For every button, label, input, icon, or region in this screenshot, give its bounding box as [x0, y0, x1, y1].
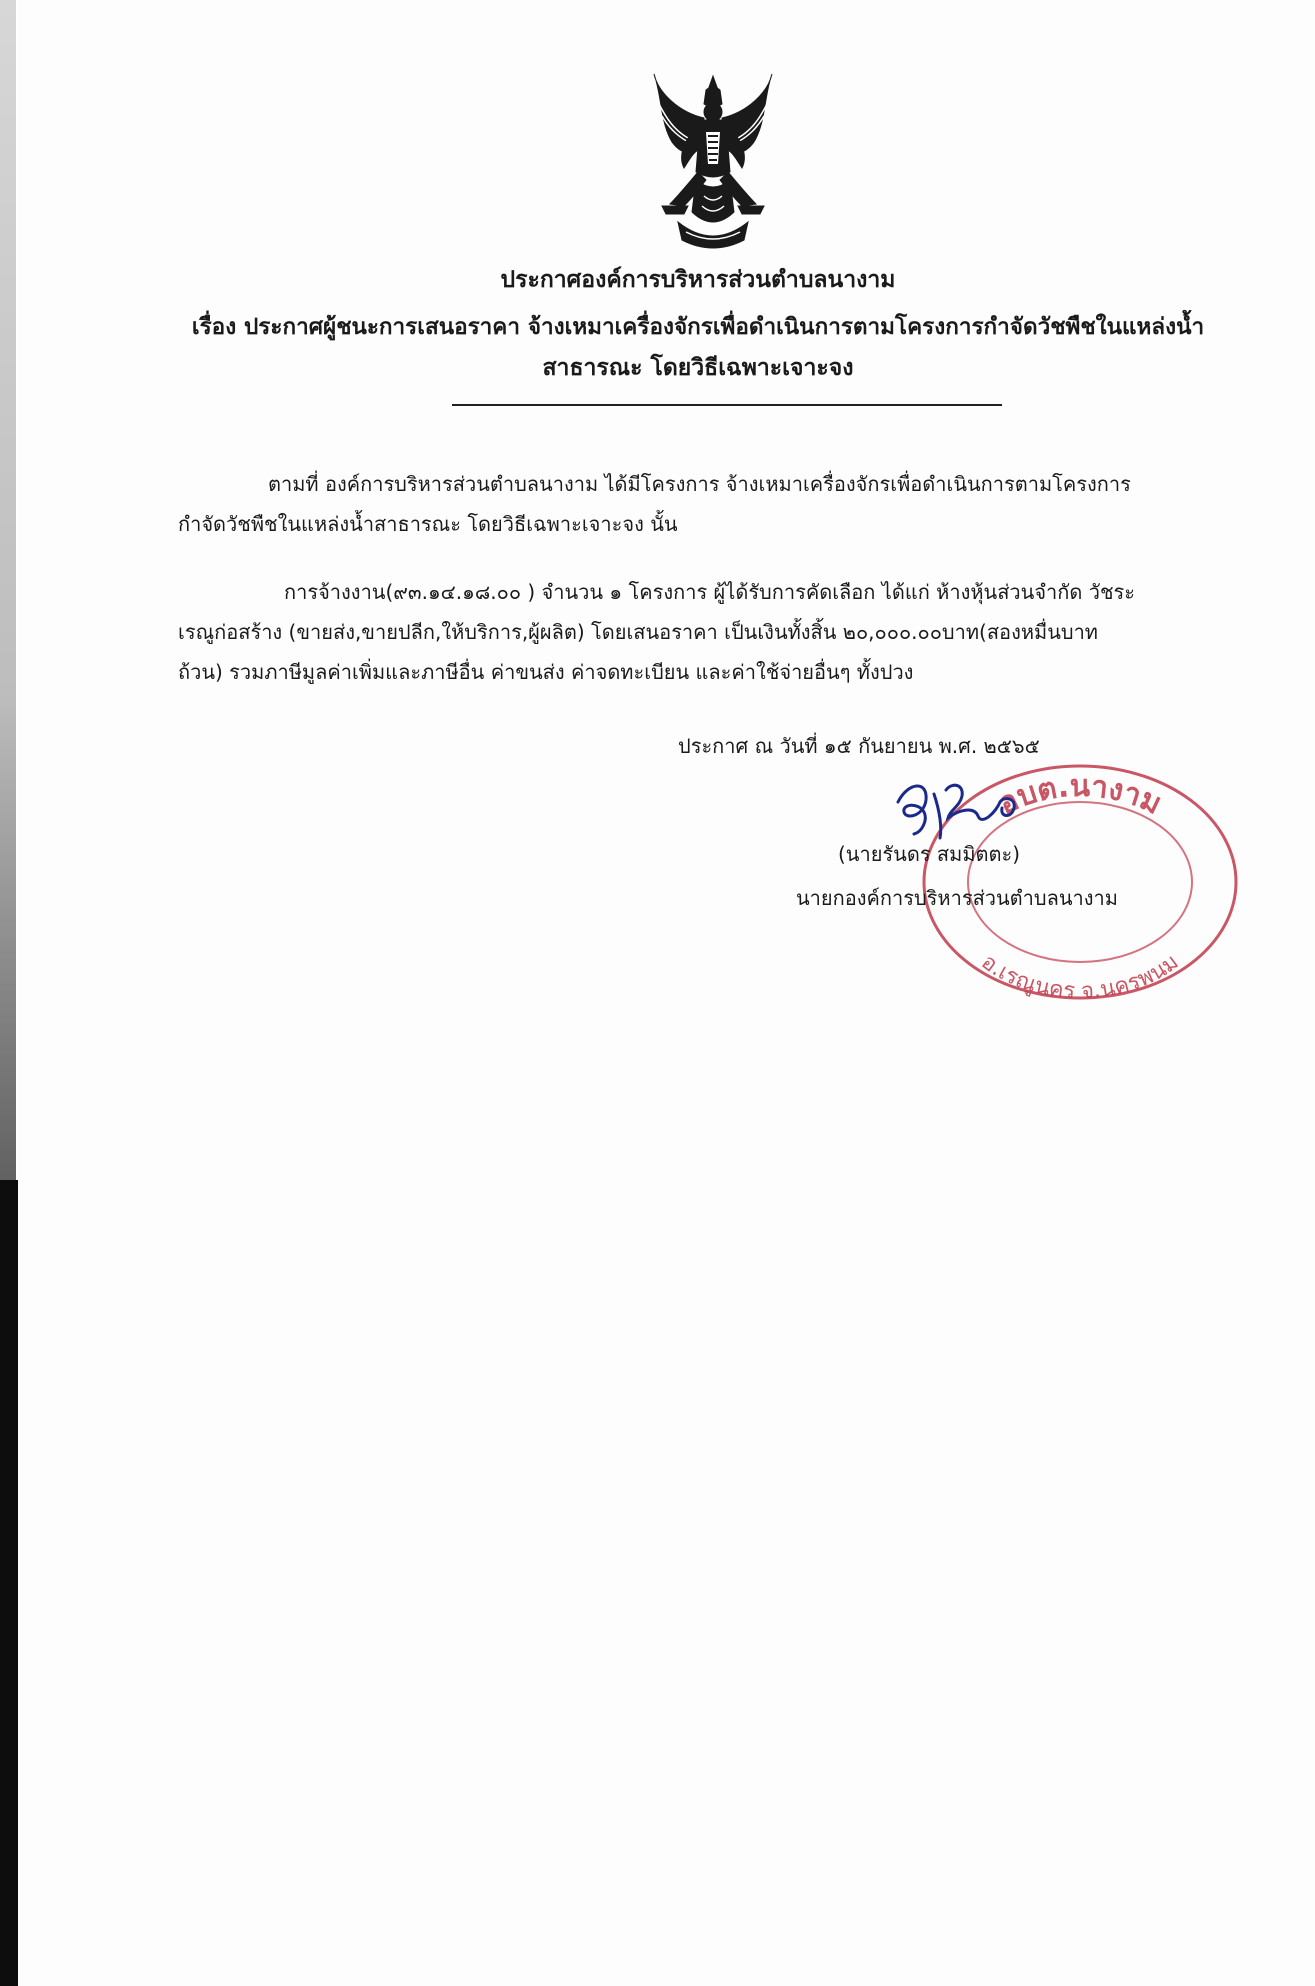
signer-position: นายกองค์การบริหารส่วนตำบลนางาม [796, 886, 1118, 910]
document-subject-continuation: สาธารณะ โดยวิธีเฉพาะเจาะจง [542, 355, 854, 381]
stamp-top-text: อบต.นางาม [992, 768, 1167, 822]
paragraph-1-line-1: ตามที่ องค์การบริหารส่วนตำบลนางาม ได้มีโครงการ จ้างเหมาเครื่องจักรเพื่อดำเนินการตามโครงการ [268, 472, 1131, 496]
announcement-date: ประกาศ ณ วันที่ ๑๕ กันยายน พ.ศ. ๒๕๖๕ [678, 734, 1040, 758]
paragraph-2-line-2: เรณูก่อสร้าง (ขายส่ง,ขายปลีก,ให้บริการ,ผู้ผลิต) โดยเสนอราคา เป็นเงินทั้งสิ้น ๒๐,๐๐๐.๐๐บาท(สองหมื่นบาท [178, 620, 1098, 644]
stamp-bottom-text: อ.เรณูนคร จ.นครพนม [976, 949, 1184, 1005]
paragraph-1-line-2: กำจัดวัชพืชในแหล่งน้ำสาธารณะ โดยวิธีเฉพาะเจาะจง นั้น [178, 512, 678, 536]
document-title: ประกาศองค์การบริหารส่วนตำบลนางาม [500, 267, 896, 293]
header-divider [452, 404, 1002, 406]
document-subject: เรื่อง ประกาศผู้ชนะการเสนอราคา จ้างเหมาเครื่องจักรเพื่อดำเนินการตามโครงการกำจัดวัชพืชในแหล่งน้ำ [191, 314, 1205, 340]
scan-left-shadow [0, 1180, 18, 1986]
paragraph-2-line-3: ถ้วน) รวมภาษีมูลค่าเพิ่มและภาษีอื่น ค่าขนส่ง ค่าจดทะเบียน และค่าใช้จ่ายอื่นๆ ทั้งปวง [178, 660, 914, 684]
document-page [18, 0, 1315, 1986]
paragraph-2-line-1: การจ้างงาน(๙๓.๑๔.๑๘.๐๐ ) จำนวน ๑ โครงการ ผู้ได้รับการคัดเลือก ได้แก่ ห้างหุ้นส่วนจำกัด วัชระ [284, 580, 1136, 604]
garuda-emblem-icon [648, 72, 778, 254]
signer-name: (นายรันดร สมมิตตะ) [838, 842, 1021, 866]
svg-text:อ.เรณูนคร จ.นครพนม [977, 950, 1184, 1004]
